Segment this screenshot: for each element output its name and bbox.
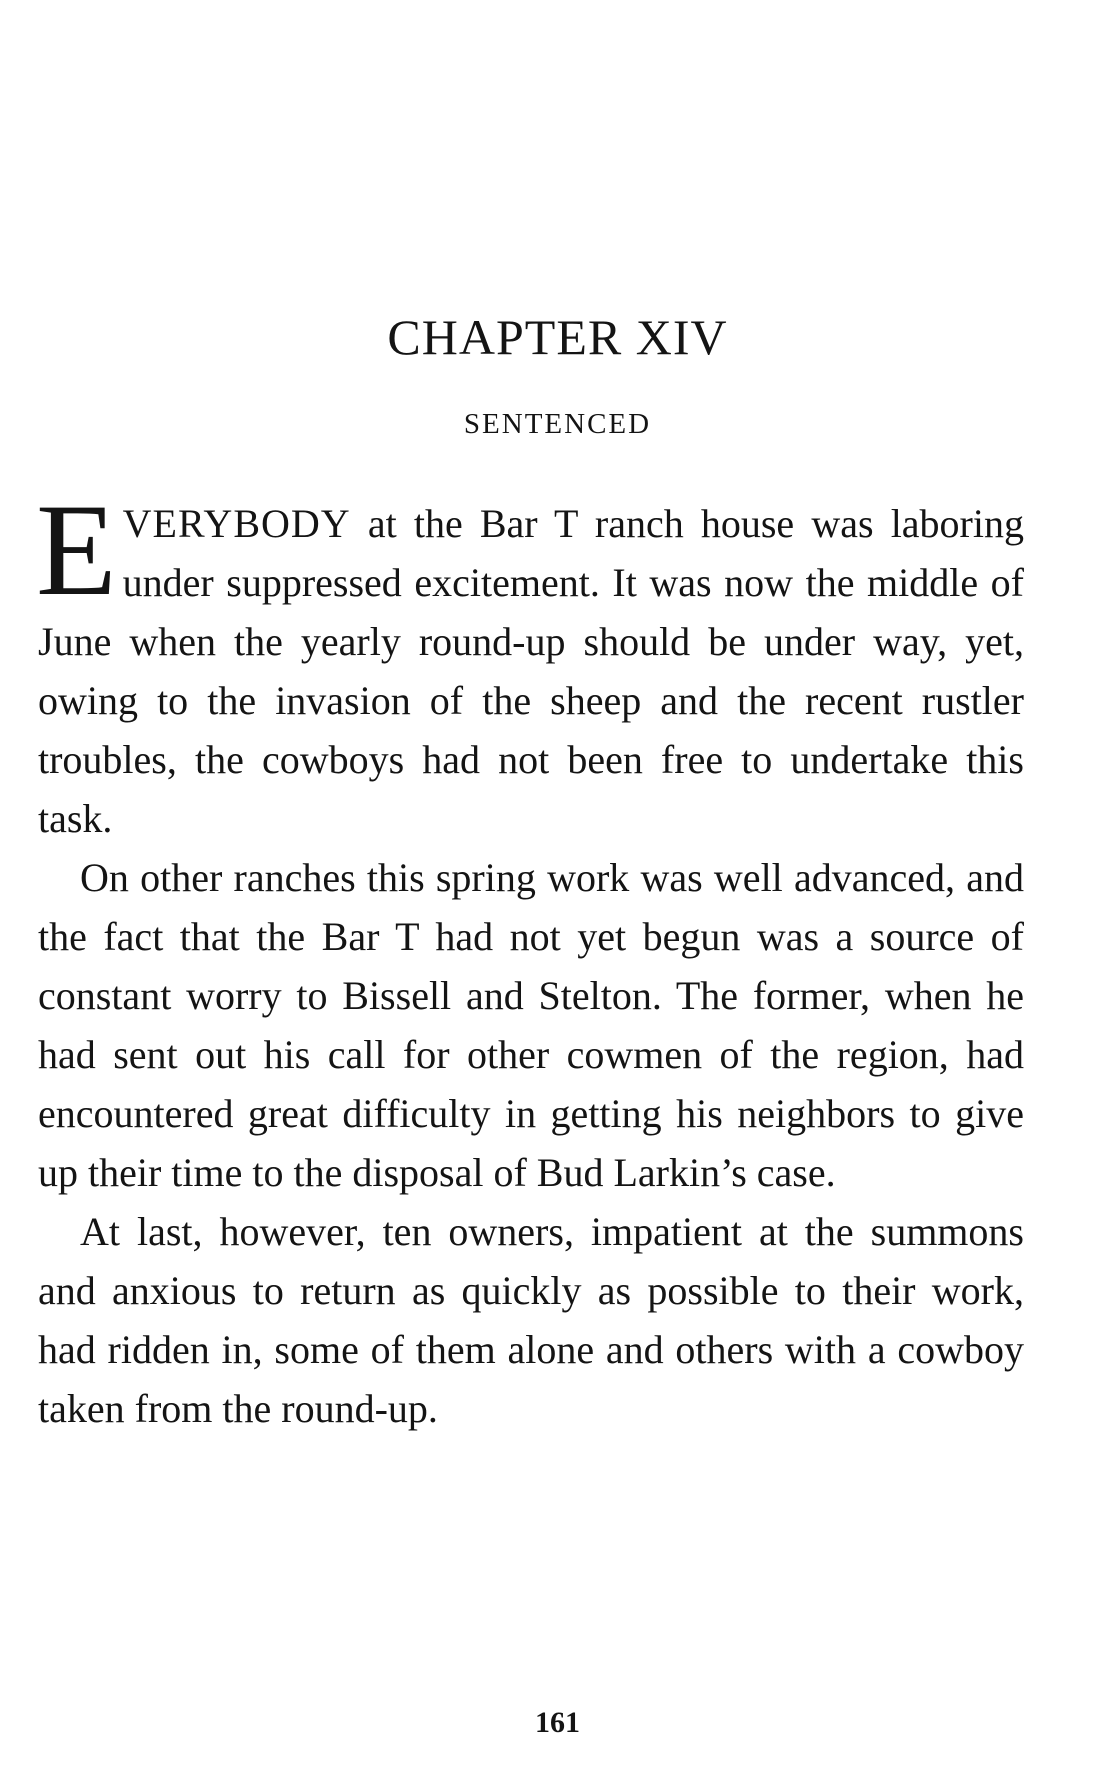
page-number: 161 — [535, 1706, 580, 1739]
chapter-title: CHAPTER XIV — [387, 309, 728, 365]
paragraph-2: On other ranches this spring work was well advanced, and the fact that the Bar T had not yet begun was a source of constant worry to Bissell and Stelton. The former, when he had sent out his call for other cowmen of the region, had encountered great difficulty in getting his neighbors to give up their time to the disposal of Bud Larkin’s case. — [38, 855, 1024, 1195]
paragraph-1-text: at the Bar T ranch house was laboring under suppressed excitement. It was now the middle of June when the yearly round-up should be under way, yet, owing to the invasion of the sheep and the recent rustler troubles, the cowboys had not been free to undertake this task. — [38, 501, 1024, 841]
paragraph-1 — [36, 476, 1024, 848]
drop-cap: E — [36, 476, 117, 623]
body-text — [36, 476, 1024, 1438]
paragraph-1-lead-caps: VERYBODY — [122, 501, 351, 546]
paragraph-3: At last, however, ten owners, impatient at the summons and anxious to return as quickly as possible to their work, had ridden in, some of them alone and others with a cowboy taken from the round-up. — [38, 1209, 1024, 1431]
chapter-subtitle: SENTENCED — [463, 408, 652, 440]
